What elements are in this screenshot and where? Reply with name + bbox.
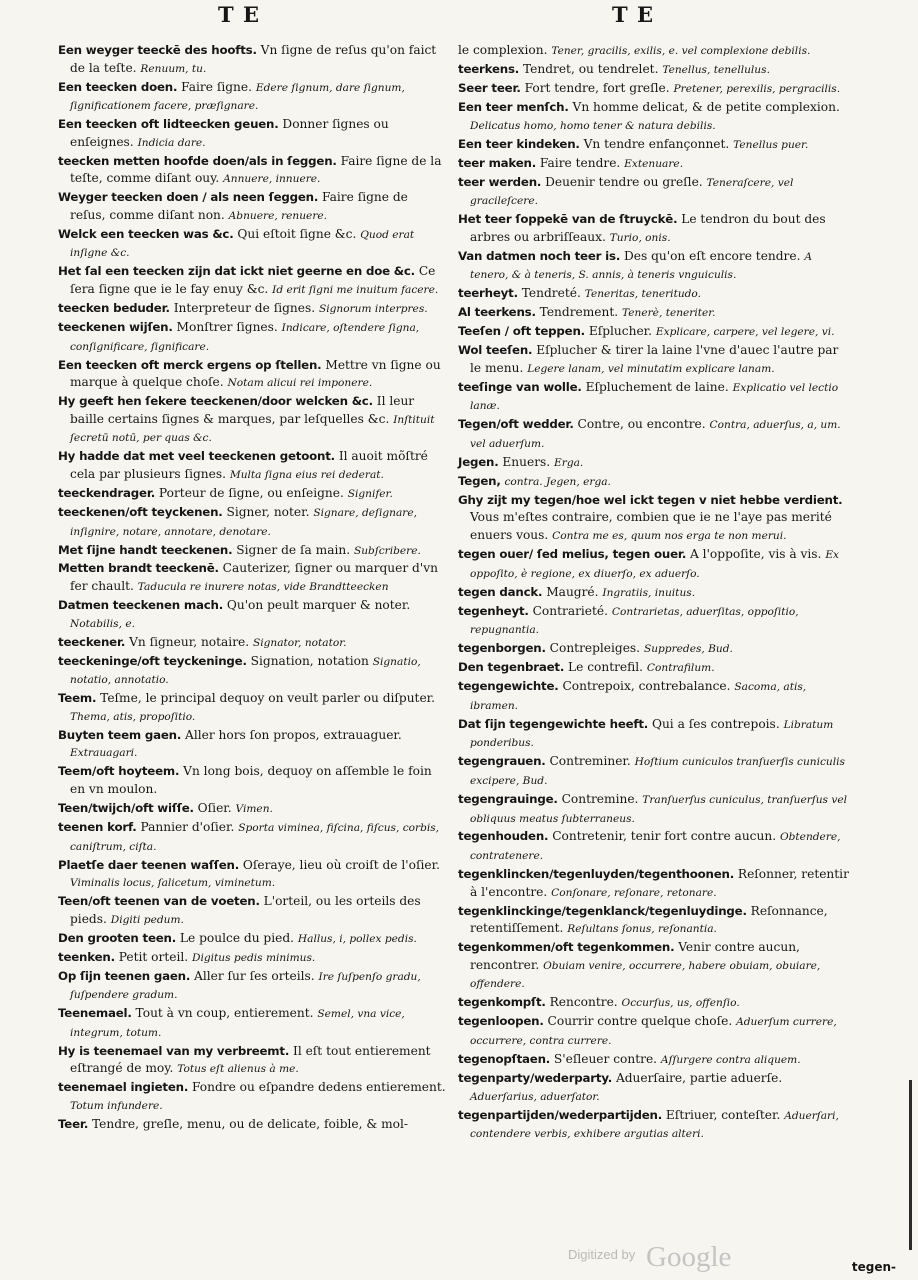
dictionary-entry — [58, 79, 446, 116]
latin-gloss: Tranſuerſus cuniculus, tranſuerſus vel obliquus meatus ſubterraneus. — [470, 793, 848, 825]
headword: Hy hadde dat met veel teeckenen getoont. — [58, 449, 335, 464]
latin-gloss: Legere lanam, vel minutatim explicare lanam. — [527, 362, 775, 375]
latin-gloss: Quod erat inſigne &c. — [70, 228, 415, 260]
dictionary-entry — [458, 584, 850, 603]
dictionary-entry — [458, 1013, 850, 1050]
french-gloss: Courrir contre quelque choſe. — [547, 1014, 733, 1029]
headword: teenken. — [58, 949, 115, 964]
headword: teeſinge van wolle. — [458, 379, 582, 394]
latin-gloss: Explicatio vel lectio lanæ. — [470, 381, 839, 413]
dictionary-entry — [458, 342, 850, 378]
latin-gloss: Indicia dare. — [137, 136, 206, 149]
french-gloss: Mettre vn ſigne ou marque à quelque choſe. — [70, 357, 441, 390]
dictionary-entry — [58, 485, 446, 504]
latin-gloss: Contrafilum. — [646, 662, 715, 675]
dictionary-entry — [458, 866, 850, 902]
headword: Tegen, — [458, 473, 501, 488]
latin-gloss: Annuere, innuere. — [223, 173, 321, 186]
french-gloss: Eſtriuer, conteſter. — [665, 1107, 781, 1122]
headword: teeckener. — [58, 634, 126, 649]
headword: tegenparty/wederparty. — [458, 1070, 613, 1085]
dictionary-entry — [458, 753, 850, 790]
headword: tegenborgen. — [458, 641, 546, 656]
headword: Plaetſe daer teenen waſſen. — [58, 857, 240, 872]
french-gloss: Petit orteil. — [118, 949, 189, 964]
dictionary-entry — [58, 1079, 446, 1115]
dictionary-entry — [58, 319, 446, 356]
latin-gloss: Contra me es, quum nos erga te non merui. — [552, 530, 787, 543]
latin-gloss: Totum infundere. — [70, 1099, 163, 1112]
dictionary-entry — [58, 153, 446, 189]
french-gloss: Qui a ſes contrepois. — [651, 716, 780, 731]
dictionary-entry — [458, 80, 850, 99]
dictionary-entry — [458, 211, 850, 247]
headword: teecken metten hoofde doen/als in ſeggen. — [58, 153, 337, 168]
latin-gloss: Thema, atis, propoſitio. — [70, 710, 196, 723]
dictionary-entry — [458, 640, 850, 659]
french-gloss: Des qu'on eſt encore tendre. — [623, 248, 801, 263]
french-gloss: Contrepleiges. — [549, 641, 641, 656]
headword: tegenklinckinge/tegenklanck/tegenluydinge. — [458, 903, 747, 918]
headword: Teem. — [58, 691, 97, 706]
headword: tegenopſtaen. — [458, 1051, 551, 1066]
latin-gloss: Aduerſari, contendere verbis, exhibere argutias alteri. — [470, 1109, 839, 1141]
headword: teer maken. — [458, 155, 537, 170]
dictionary-entry — [458, 99, 850, 135]
french-gloss: Oſeraye, lieu où croiſt de l'oſier. — [242, 857, 440, 872]
french-gloss: Aller ſur ſes orteils. — [194, 968, 315, 983]
dictionary-entry — [58, 893, 446, 929]
dictionary-entry — [58, 857, 446, 893]
french-gloss: Qui eſtoit ſigne &c. — [237, 226, 357, 241]
headword: Teem/oft hoyteem. — [58, 764, 180, 779]
headword: Ghy zijt my tegen/hoe wel ickt tegen v niet hebbe verdient. — [458, 492, 843, 507]
dictionary-entry — [58, 357, 446, 393]
dictionary-entry — [58, 1043, 446, 1079]
french-gloss: Il eſt tout entierement eſtrangé de moy. — [70, 1043, 431, 1076]
latin-gloss: Obtendere, contratenere. — [470, 831, 841, 863]
dictionary-entry — [458, 304, 850, 323]
headword: teenemael ingieten. — [58, 1080, 189, 1095]
headword: tegengrauinge. — [458, 791, 558, 806]
headword: Den tegenbraet. — [458, 660, 565, 675]
latin-gloss: A tenero, & à teneris, S. annis, à teneris vnguiculis. — [470, 250, 812, 282]
dictionary-entry — [458, 828, 850, 865]
headword: tegenloopen. — [458, 1014, 544, 1029]
latin-gloss: Taducula re inurere notas, vide Brandtteecken — [137, 581, 389, 594]
dictionary-entry — [58, 393, 446, 448]
latin-gloss: Signare, deſignare, inſignire, notare, annotare, denotare. — [70, 506, 417, 538]
dictionary-entry — [58, 597, 446, 633]
latin-gloss: Ire ſuſpenſo gradu, ſuſpendere gradum. — [70, 970, 421, 1002]
headword: teeckenen/oft teyckenen. — [58, 504, 223, 519]
dictionary-entry — [58, 189, 446, 225]
dictionary-entry — [458, 492, 850, 546]
dictionary-entry — [58, 763, 446, 799]
headword: Een teer menſch. — [458, 99, 569, 114]
latin-gloss: Hallus, i, pollex pedis. — [297, 932, 417, 945]
latin-gloss: Edere ſignum, dare ſignum, ſignificationem facere, præſignare. — [70, 81, 405, 113]
latin-gloss: Ex oppoſito, è regione, ex diuerſo, ex aduerſo. — [470, 549, 840, 580]
latin-gloss: Teneraſcere, vel gracileſcere. — [470, 176, 794, 208]
french-gloss: Il leur baille certains ſignes & marques, par leſquelles &c. — [70, 394, 415, 426]
dictionary-entry — [458, 1107, 850, 1144]
google-watermark: Google — [646, 1241, 732, 1273]
latin-gloss: Inſtituit ſecretū notū, per quas &c. — [70, 413, 435, 445]
french-gloss: Contrepoix, contrebalance. — [562, 679, 731, 694]
dictionary-entry — [58, 542, 446, 561]
latin-gloss: Tener, gracilis, exilis, e. vel complexione debilis. — [551, 45, 811, 57]
french-gloss: Enuers. — [502, 454, 551, 469]
latin-gloss: Tenerè, teneriter. — [622, 307, 716, 320]
french-gloss: Vn long bois, dequoy on aſſemble le foin en vn moulon. — [70, 764, 432, 796]
headword: tegenkommen/oft tegenkommen. — [458, 940, 675, 955]
headword: tegengrauen. — [458, 754, 546, 769]
latin-gloss: Digiti pedum. — [110, 913, 184, 926]
dictionary-entry — [458, 323, 850, 342]
latin-gloss: Notabilis, e. — [70, 617, 135, 630]
latin-gloss: Signorum interpres. — [318, 303, 428, 316]
headword: Teeſen / oft teppen. — [458, 324, 585, 339]
dictionary-entry — [458, 603, 850, 640]
french-gloss: Deuenir tendre ou greſle. — [545, 174, 703, 189]
french-gloss: Le contrefil. — [568, 660, 644, 675]
dictionary-entry — [58, 560, 446, 596]
dictionary-entry — [458, 659, 850, 678]
headword: tegenpartijden/wederpartijden. — [458, 1107, 663, 1122]
dictionary-entry — [58, 634, 446, 653]
dictionary-entry — [458, 454, 850, 473]
dictionary-entry — [458, 155, 850, 174]
dictionary-entry — [458, 791, 850, 828]
latin-gloss: contra. Jegen, erga. — [504, 475, 611, 488]
dictionary-entry — [58, 690, 446, 726]
headword: Metten brandt teeckenē. — [58, 561, 219, 576]
french-gloss: Faire ſigne. — [181, 79, 252, 94]
running-head-right: T E — [612, 2, 654, 27]
french-gloss: Pannier d'oſier. — [140, 819, 235, 834]
dictionary-entry — [458, 285, 850, 304]
french-gloss: le complexion. — [458, 43, 548, 57]
french-gloss: Contretenir, tenir fort contre aucun. — [552, 829, 777, 844]
headword: Wol teeſen. — [458, 343, 533, 358]
french-gloss: Oſier. — [197, 800, 232, 815]
headword: Een teecken doen. — [58, 79, 178, 94]
dictionary-entry — [458, 473, 850, 492]
headword: tegenhouden. — [458, 829, 549, 844]
headword: Op ſijn teenen gaen. — [58, 968, 191, 983]
french-gloss: Vn tendre enfançonnet. — [583, 136, 730, 151]
headword: Dat ſijn tegengewichte heeft. — [458, 716, 649, 731]
latin-gloss: Sacoma, atis, ibramen. — [470, 681, 807, 712]
latin-gloss: Renuum, tu. — [140, 62, 207, 75]
dictionary-entry — [458, 546, 850, 583]
french-gloss: Qu'on peult marquer & noter. — [226, 598, 411, 613]
latin-gloss: Signifer. — [347, 487, 393, 500]
dictionary-entry — [458, 903, 850, 939]
latin-gloss: Teneritas, teneritudo. — [584, 288, 701, 301]
headword: Hy geeft hen ſekere teeckenen/door welcken &c. — [58, 394, 373, 409]
latin-gloss: Abnuere, renuere. — [228, 209, 328, 222]
headword: Datmen teeckenen mach. — [58, 598, 223, 613]
latin-gloss: Turio, onis. — [609, 231, 671, 244]
latin-gloss: Digitus pedis minimus. — [192, 951, 316, 964]
headword: Met ſijne handt teeckenen. — [58, 542, 233, 557]
headword: Jegen. — [458, 454, 499, 469]
dictionary-entry — [58, 949, 446, 968]
headword: Den grooten teen. — [58, 930, 177, 945]
french-gloss: Le tendron du bout des arbres ou arbriſſeaux. — [470, 212, 826, 244]
headword: Weyger teecken doen / als neen ſeggen. — [58, 190, 319, 205]
french-gloss: Signation, notation — [250, 653, 369, 668]
digitized-by-label: Digitized by — [568, 1247, 636, 1262]
french-gloss: Tendreté. — [521, 286, 581, 301]
french-gloss: Tout à vn coup, entierement. — [135, 1006, 314, 1021]
latin-gloss: Extenuare. — [624, 157, 684, 170]
dictionary-entry — [58, 42, 446, 78]
french-gloss: Tendre, greſle, menu, ou de delicate, foible, & mol- — [91, 1116, 408, 1131]
french-gloss: Vn homme delicat, & de petite complexion. — [572, 99, 840, 114]
french-gloss: Reſonner, retentir à l'encontre. — [470, 867, 849, 899]
french-gloss: Monſtrer ſignes. — [176, 320, 278, 335]
headword: Een teecken oft lidteecken geuen. — [58, 117, 279, 132]
dictionary-entry — [58, 300, 446, 319]
headword: Een weyger teeckē des hoofts. — [58, 43, 257, 57]
headword: tegenkompſt. — [458, 995, 546, 1010]
headword: Het teer ſoppekē van de ſtruyckē. — [458, 212, 678, 227]
french-gloss: Faire ſigne de reſus, comme diſant non. — [70, 190, 408, 222]
dictionary-entry — [58, 653, 446, 690]
french-gloss: Teſme, le principal dequoy on veult parler ou diſputer. — [100, 691, 436, 706]
dictionary-entry — [58, 727, 446, 763]
latin-gloss: Pretener, perexilis, pergracilis. — [673, 82, 841, 95]
french-gloss: Ce ſera ſigne que ie le fay enuy &c. — [70, 264, 436, 297]
latin-gloss: Erga. — [554, 456, 584, 469]
latin-gloss: Notam alicui rei imponere. — [227, 377, 373, 390]
french-gloss: Eſplucher & tirer la laine l'vne d'auec l'autre par le menu. — [470, 343, 839, 375]
french-gloss: Contremine. — [561, 791, 639, 806]
french-gloss: Contrarieté. — [532, 603, 609, 618]
headword: teeckeninge/oft teyckeninge. — [58, 653, 247, 668]
latin-gloss: Viminalis locus, ſalicetum, viminetum. — [70, 877, 276, 890]
french-gloss: Rencontre. — [549, 995, 618, 1010]
latin-gloss: Aſſurgere contra aliquem. — [660, 1053, 801, 1066]
dictionary-entry — [58, 448, 446, 484]
headword: Teenemael. — [58, 1006, 132, 1021]
latin-gloss: Reſultans ſonus, reſonantia. — [567, 923, 717, 936]
left-column — [58, 42, 446, 1135]
headword: Teen/twijch/oft wiſſe. — [58, 800, 194, 815]
french-gloss: Faire ſigne de la teſte, comme diſant ouy. — [70, 153, 442, 186]
headword: Hy is teenemael van my verbreemt. — [58, 1043, 290, 1058]
dictionary-entry — [458, 716, 850, 753]
latin-gloss: Multa ſigna eius rei dederat. — [229, 468, 384, 481]
headword: Een teer kindeken. — [458, 136, 580, 151]
dictionary-entry — [458, 416, 850, 453]
headword: tegenklincken/tegenluyden/tegenthoonen. — [458, 867, 735, 882]
dictionary-entry — [458, 42, 850, 61]
french-gloss: Signer, noter. — [226, 504, 310, 519]
latin-gloss: Semel, vna vice, integrum, totum. — [70, 1008, 405, 1039]
dictionary-entry — [458, 174, 850, 211]
dictionary-entry — [458, 939, 850, 994]
french-gloss: Maugré. — [546, 584, 599, 599]
dictionary-entry — [58, 1005, 446, 1042]
latin-gloss: Aduerſum currere, occurrere, contra currere. — [470, 1016, 837, 1047]
french-gloss: Contre, ou encontre. — [577, 417, 706, 432]
french-gloss: Signer de ſa main. — [236, 542, 351, 557]
french-gloss: Le poulce du pied. — [179, 930, 295, 945]
dictionary-entry — [458, 61, 850, 80]
headword: Een teecken oft merck ergens op ſtellen. — [58, 357, 322, 372]
dictionary-entry — [458, 1070, 850, 1106]
latin-gloss: Indicare, oſtendere ſigna, conſignificare, ſignificare. — [70, 322, 420, 353]
headword: Het ſal een teecken zijn dat ickt niet geerne en doe &c. — [58, 264, 415, 279]
dictionary-entry — [458, 136, 850, 155]
dictionary-entry — [58, 968, 446, 1005]
headword: Teen/oft teenen van de voeten. — [58, 894, 260, 909]
latin-gloss: Ingratiis, inuitus. — [602, 586, 696, 599]
french-gloss: Faire tendre. — [539, 155, 621, 170]
french-gloss: Aller hors ſon propos, extrauaguer. — [185, 727, 402, 742]
latin-gloss: Subſcribere. — [353, 544, 421, 557]
french-gloss: Interpreteur de ſignes. — [173, 301, 316, 316]
dictionary-entry — [458, 248, 850, 285]
latin-gloss: Libratum ponderibus. — [470, 718, 834, 750]
headword: teerkens. — [458, 61, 520, 76]
latin-gloss: Tenellus puer. — [733, 138, 809, 151]
headword: tegenheyt. — [458, 603, 529, 618]
latin-gloss: Explicare, carpere, vel legere, vi. — [655, 326, 835, 339]
dictionary-entry — [58, 116, 446, 152]
headword: Teer. — [58, 1116, 89, 1131]
headword: Van datmen noch teer is. — [458, 248, 621, 263]
latin-gloss: Sporta viminea, fiſcina, fiſcus, corbis, caniſtrum, ciſta. — [70, 821, 440, 853]
headword: Tegen/oft wedder. — [458, 417, 574, 432]
headword: teerheyt. — [458, 286, 518, 301]
french-gloss: Tendret, ou tendrelet. — [522, 61, 659, 76]
french-gloss: Eſpluchement de laine. — [585, 379, 729, 394]
headword: tegen danck. — [458, 584, 543, 599]
french-gloss: Aduerſaire, partie aduerſe. — [615, 1070, 783, 1085]
running-head-left: T E — [218, 2, 260, 27]
latin-gloss: Id erit ſigni me inuitum facere. — [272, 284, 439, 297]
headword: teeckenen wijſen. — [58, 320, 173, 335]
latin-gloss: Signator, notator. — [252, 636, 347, 649]
dictionary-entry — [58, 504, 446, 541]
french-gloss: Tendrement. — [539, 305, 619, 320]
french-gloss: A l'oppoſite, vis à vis. — [690, 547, 822, 562]
dictionary-entry — [58, 263, 446, 299]
page-edge-shadow — [909, 1080, 912, 1250]
french-gloss: Vn ſigne de reſus qu'on faict de la teſte. — [70, 43, 437, 75]
headword: teecken beduder. — [58, 301, 170, 316]
dictionary-entry — [458, 379, 850, 416]
headword: Welck een teecken was &c. — [58, 226, 234, 241]
latin-gloss: Vimen. — [235, 802, 273, 815]
french-gloss: Venir contre aucun, rencontrer. — [470, 940, 800, 972]
latin-gloss: Totus eſt alienus à me. — [177, 1063, 299, 1076]
headword: Buyten teem gaen. — [58, 727, 182, 742]
dictionary-entry — [458, 994, 850, 1013]
french-gloss: L'orteil, ou les orteils des pieds. — [70, 894, 421, 926]
latin-gloss: Suppredes, Bud. — [643, 643, 733, 656]
latin-gloss: Hoſtium cuniculos tranſuerſis cuniculis excipere, Bud. — [470, 756, 845, 787]
latin-gloss: Aduerſarius, aduerſator. — [470, 1090, 600, 1103]
dictionary-entry — [58, 226, 446, 263]
french-gloss: Fort tendre, fort greſle. — [524, 80, 670, 95]
dictionary-entry — [58, 819, 446, 856]
headword: teeckendrager. — [58, 485, 156, 500]
french-gloss: Donner ſignes ou enſeignes. — [70, 117, 389, 149]
french-gloss: Reſonnance, retentiſſement. — [470, 903, 828, 936]
french-gloss: Vous m'eſtes contraire, combien que ie ne l'aye pas merité enuers vous. — [470, 510, 832, 543]
dictionary-entry — [58, 1116, 446, 1135]
latin-gloss: Delicatus homo, homo tener & natura debilis. — [470, 119, 716, 132]
french-gloss: Cauterizer, ſigner ou marquer d'vn fer chault. — [70, 561, 438, 594]
latin-gloss: Tenellus, tenellulus. — [662, 63, 770, 76]
latin-gloss: Extrauagari. — [70, 747, 138, 760]
latin-gloss: Contrarietas, aduerſitas, oppoſitio, repugnantia. — [470, 605, 799, 637]
french-gloss: Fondre ou eſpandre dedens entierement. — [191, 1080, 446, 1095]
headword: Seer teer. — [458, 80, 521, 95]
french-gloss: Eſplucher. — [588, 324, 653, 339]
headword: tegen ouer/ ſed melius, tegen ouer. — [458, 547, 687, 562]
latin-gloss: Contra, aduerſus, a, um. vel aduerſum. — [470, 419, 841, 450]
dictionary-entry — [58, 930, 446, 949]
headword: tegengewichte. — [458, 679, 559, 694]
dictionary-entry — [458, 1051, 850, 1070]
french-gloss: Porteur de ſigne, ou enſeigne. — [158, 485, 344, 500]
french-gloss: S'eſleuer contre. — [553, 1051, 658, 1066]
headword: teer werden. — [458, 174, 542, 189]
french-gloss: Il auoit mõſtré cela par plusieurs ſignes. — [70, 449, 428, 481]
dictionary-entry — [458, 678, 850, 715]
latin-gloss: Conſonare, reſonare, retonare. — [551, 886, 717, 899]
dictionary-entry — [58, 800, 446, 819]
headword: teenen korf. — [58, 819, 137, 834]
latin-gloss: Occurſus, us, offenſio. — [621, 997, 740, 1010]
latin-gloss: Obuiam venire, occurrere, habere obuiam, obuiare, offendere. — [470, 959, 821, 991]
headword: Al teerkens. — [458, 305, 536, 320]
latin-gloss: Signatio, notatio, annotatio. — [70, 655, 421, 687]
catchword: tegen- — [851, 1260, 896, 1274]
french-gloss: Contreminer. — [549, 754, 631, 769]
french-gloss: Vn ſigneur, notaire. — [129, 634, 250, 649]
right-column — [458, 42, 850, 1144]
